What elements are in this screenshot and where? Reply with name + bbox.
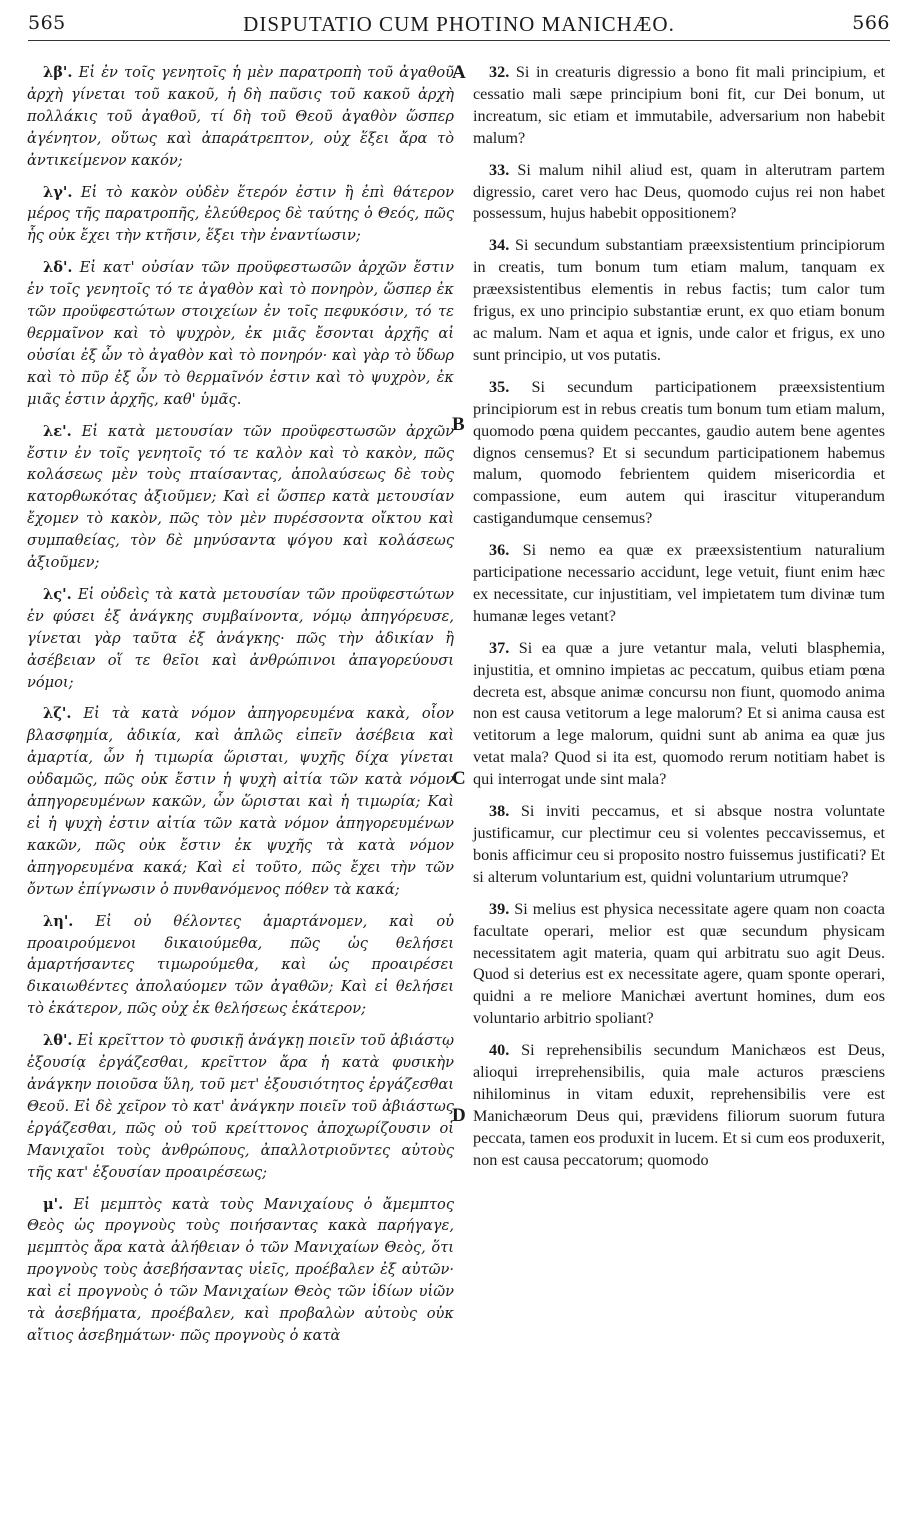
latin-paragraph-text: Si melius est physica necessitate agere quam non coacta facultate operari, melior est quæ secundum physicam necessitatem agit materia, quam qui arbitratu suo agit Deus. Quod si deterius est ex necessitate agere, quam sponte operari, quidni a re meliore Manichæi avertunt homines, dum eos voluntario arbitrio spoliant? — [473, 899, 885, 1028]
greek-paragraph-number: λγ'. — [43, 183, 73, 201]
margin-marker-b: B — [452, 414, 465, 435]
greek-paragraph-number: λβ'. — [43, 64, 73, 81]
margin-marker-d: D — [452, 1105, 466, 1126]
latin-paragraph — [473, 1040, 885, 1171]
latin-paragraph — [473, 638, 885, 791]
latin-paragraph-number: 32. — [489, 63, 510, 81]
latin-paragraph-text: Si in creaturis digressio a bono fit mali principium, et cessatio mali sæpe principium boni fit, cur Dei bonum, ut increatum, sic etiam et immutabile, adversarium non habebit malum? — [473, 63, 886, 147]
latin-paragraph — [473, 377, 885, 530]
latin-paragraph-text: Si malum nihil aliud est, quam in alterutram partem digressio, caret vero hac Deus, quomodo cujus rei non habet possessum, hujus habebit oppositionem? — [473, 160, 886, 223]
greek-paragraph — [27, 182, 454, 248]
greek-paragraph-number: μ'. — [43, 1195, 64, 1213]
greek-paragraph-text: Εἰ οὐ θέλοντες ἁμαρτάνομεν, καὶ οὐ προαιρούμενοι δικαιούμεθα, πῶς ὡς θελήσει ἁμαρτήσαντες τιμωρούμεθα, καὶ ὡς προαιρέσει δικαιωθέντες ἀπολαύομεν τῶν ἀγαθῶν; Καὶ εἰ θελήσει τὸ ἑκάτερον, πῶς οὐχ ἐκ θελήσεως ἑκάτερον; — [27, 912, 454, 1018]
greek-paragraph — [27, 584, 454, 694]
running-title: DISPUTATIO CUM PHOTINO MANICHÆO. — [243, 12, 675, 36]
left-page-number: 565 — [28, 12, 66, 34]
latin-column — [473, 62, 885, 1182]
latin-paragraph-text: Si secundum participationem præexsistentium principiorum est in rebus creatis tum bonum tum etiam malum, quomodo pœna quidem peccantes, gaudio autem bene agentes dignos censemus? Et si secundum participationem habemus malum, quomodo febrientem quidem misericordia et compassione, eum autem qui irascitur vituperandum castigandumque censemus? — [473, 377, 885, 528]
latin-paragraph-number: 35. — [489, 377, 510, 396]
greek-paragraph — [27, 1030, 454, 1183]
latin-paragraph-number: 33. — [489, 160, 510, 179]
greek-paragraph — [27, 703, 454, 900]
greek-column — [27, 62, 454, 1357]
greek-paragraph-number: λθ'. — [43, 1032, 73, 1050]
latin-paragraph-text: Si reprehensibilis secundum Manichæos est Deus, alioqui irreprehensibilis, quia male acturos præsciens nihilominus in vitam eduxit, reprehensibilis vere est Manichæorum Deus qui, prævidens filiorum suorum futura peccata, tamen eos produxit in lucem. Et si cum eos produxerit, non est causa peccatorum; quomodo — [473, 1041, 886, 1169]
greek-paragraph — [27, 62, 454, 172]
greek-paragraph-number: λς'. — [43, 585, 72, 603]
running-header — [28, 12, 890, 42]
margin-marker-a: A — [452, 62, 466, 83]
greek-paragraph — [27, 421, 454, 574]
latin-paragraph — [473, 235, 885, 366]
latin-paragraph-number: 37. — [489, 638, 510, 657]
greek-paragraph — [27, 911, 454, 1021]
latin-paragraph-number: 38. — [489, 802, 510, 821]
greek-paragraph-text: Εἰ κατ' οὐσίαν τῶν προϋφεστωσῶν ἀρχῶν ἔστιν ἐν τοῖς γενητοῖς τό τε ἀγαθὸν καὶ τὸ πονηρὸν, ὥσπερ ἐκ τῶν προϋφεστώτων στοιχείων ἐν τοῖς πεφυκόσιν, τό τε θερμαῖνον καὶ τὸ ψυχρὸν, ἐκ μιᾶς ἔσονται ἀρχῆς αἱ οὐσίαι ἐξ ὧν τὸ ἀγαθὸν καὶ τὸ πονηρόν· καὶ γὰρ τὸ ὕδωρ καὶ τὸ πῦρ ἐξ ὧν τὸ θερμαῖνόν ἐστιν καὶ τὸ ψυχρὸν, ἐκ μιᾶς ἐστιν ἀρχῆς, καθ' ὑμᾶς. — [27, 259, 454, 408]
latin-paragraph-number: 39. — [489, 899, 510, 918]
latin-paragraph — [473, 801, 885, 889]
greek-paragraph-number: λη'. — [43, 912, 74, 930]
latin-paragraph-text: Si secundum substantiam præexsistentium principiorum in creatis, tum bonum tum etiam malum, tanquam ex præexsistentibus elementis in rebus factis; tum calor tum frigus, ex uno principio substantiæ erunt, ex quo etiam bonum ac malum. Nam et aqua et ignis, unde calor et frigus, ex uno sunt principio, ut vos putatis. — [473, 236, 885, 364]
header-rule — [28, 40, 890, 41]
latin-paragraph — [473, 62, 885, 150]
greek-paragraph-text: Εἰ ἐν τοῖς γενητοῖς ἡ μὲν παρατροπὴ τοῦ ἀγαθοῦ ἀρχὴ γίνεται τοῦ κακοῦ, ἡ δὴ παῦσις τοῦ κακοῦ ἀρχὴ πολλάκις τοῦ ἀγαθοῦ, τί δὴ τοῦ Θεοῦ ἀγαθὸν ὥσπερ ἀγένητον, οὕτως καὶ ἀπαράτρεπτον, οὐχ ἕξει ἄρα τὸ ἀντικείμενον κακόν; — [27, 64, 455, 169]
greek-paragraph — [27, 1194, 454, 1347]
greek-paragraph-text: Εἰ οὐδεὶς τὰ κατὰ μετουσίαν τῶν προϋφεστώτων ἐν φύσει ἐξ ἀνάγκης συμβαίνοντα, νόμῳ ἀπηγόρευσε, γίνεται γὰρ ταῦτα ἐξ ἀνάγκης· πῶς τὴν ἀδικίαν ἢ ἀσέβειαν οἵ τε θεῖοι καὶ ἀνθρώπινοι ἀπαγορεύουσι νόμοι; — [27, 585, 454, 691]
greek-paragraph-text: Εἰ τὸ κακὸν οὐδὲν ἕτερόν ἐστιν ἢ ἐπὶ θάτερον μέρος τῆς παρατροπῆς, ἐλεύθερος δὲ ταύτης ὁ Θεός, πῶς ἧς οὐκ ἔχει τὴν κτῆσιν, ἕξει τὴν ἐναντίωσιν; — [27, 183, 454, 245]
greek-paragraph — [27, 257, 454, 410]
greek-paragraph-number: λε'. — [43, 422, 72, 440]
greek-paragraph-text: Εἰ κατὰ μετουσίαν τῶν προϋφεστωσῶν ἀρχῶν ἔστιν ἐν τοῖς γενητοῖς τό τε καλὸν καὶ τὸ κακὸν, πῶς κολάσεως μὲν τοὺς πταίσαντας, ἀπολαύσεως δὲ τοὺς κατορθωκότας ἀξιοῦμεν; Καὶ εἰ ὥσπερ κατὰ μετουσίαν ἔχομεν τὸ κακὸν, πῶς τὸν μὲν πυρέσσοντα οἴκτου καὶ συμπαθείας, τὸν δὲ μηνύσαντα ψόγου καὶ κολάσεως ἀξιοῦμεν; — [27, 422, 454, 572]
greek-paragraph-number: λζ'. — [43, 705, 72, 723]
latin-paragraph — [473, 540, 885, 628]
latin-paragraph — [473, 899, 885, 1030]
latin-paragraph-text: Si ea quæ a jure vetantur mala, veluti blasphemia, injustitia, et omnino impietas ac peccatum, quibus etiam pœna decreta est, absque animæ concursu non fiunt, quomodo anima non est causa vetitorum a lege malorum? Et si anima causa est vetitorum a lege malorum, quidni sunt ab anima ea quæ jus vetat mala? Quod si ita est, quomodo rerum notitiam habet is qui interrogat unde sint mala? — [473, 638, 886, 789]
latin-paragraph-text: Si inviti peccamus, et si absque nostra voluntate justificamur, cur plectimur ceu si volentes peccavissemus, et bonis afficimur ceu si proposito nostro fuissemus justificati? Et si alterum voluntarium est, quidni voluntarium utrumque? — [473, 802, 885, 886]
greek-paragraph-text: Εἰ τὰ κατὰ νόμον ἀπηγορευμένα κακὰ, οἷον βλασφημία, ἀδικία, καὶ ἁπλῶς εἰπεῖν ἀσέβεια καὶ ἁμαρτία, ὧν ἡ τιμωρία ὥρισται, ψυχῆς δίχα γίνεται οὐδαμῶς, πῶς οὐκ ἔστιν ἡ ψυχὴ αἰτία τῶν κατὰ νόμον ἀπηγορευμένων κακῶν, ὧν ὥρισται καὶ ἡ τιμωρία; Καὶ εἰ ἡ ψυχὴ ἐστιν αἰτία τῶν κατὰ νόμον ἀπηγορευμένων κακῶν, πῶς οὐκ ἔστιν ἐκ ψυχῆς τὰ κατὰ νόμον ἀπηγορευμένα κακά; Καὶ εἰ τοῦτο, πῶς ἔχει τὴν τῶν ὄντων ἐπίγνωσιν ὁ πυνθανόμενος πόθεν τὰ κακά; — [27, 705, 454, 898]
latin-paragraph — [473, 160, 885, 226]
latin-paragraph-number: 36. — [489, 541, 510, 560]
latin-paragraph-text: Si nemo ea quæ ex præexsistentium naturalium participatione necessario accidunt, lege vetuit, fiunt enim hæc ex necessitate, cur injustitiam, vel impietatem tum divinæ tum humanæ leges vetant? — [473, 541, 886, 625]
margin-marker-c: C — [452, 768, 466, 789]
greek-paragraph-number: λδ'. — [43, 259, 73, 277]
latin-paragraph-number: 40. — [489, 1041, 510, 1060]
greek-paragraph-text: Εἰ κρεῖττον τὸ φυσικῇ ἀνάγκῃ ποιεῖν τοῦ ἀβιάστῳ ἐξουσίᾳ ἐργάζεσθαι, κρεῖττον ἄρα ἡ κατὰ φυσικὴν ἀνάγκην ποιοῦσα ὕλη, τοῦ μετ' ἐξουσιότητος ἐργάζεσθαι Θεοῦ. Εἰ δὲ χεῖρον τὸ κατ' ἀνάγκην ποιεῖν τοῦ ἀβιάστως ἐργάζεσθαι, πῶς οὐ τοῦ κρείττονος ἀποχωρίζουσιν οἱ Μανιχαῖοι τοὺς ἀνθρώπους, ἀπαλλοτριοῦντες αὐτοὺς τῆς κατ' ἐξουσίαν προαιρέσεως; — [27, 1032, 454, 1181]
latin-paragraph-number: 34. — [489, 236, 510, 255]
greek-paragraph-text: Εἰ μεμπτὸς κατὰ τοὺς Μανιχαίους ὁ ἄμεμπτος Θεὸς ὡς προγνοὺς τοὺς ποιήσαντας κακὰ παρήγαγε, μεμπτὸς ἄρα κατὰ ἀλήθειαν ὁ τῶν Μανιχαίων Θεὸς, ὅτι προγνοὺς τοὺς ἀσεβήσαντας υἱεῖς, προέβαλεν ἐξ αὐτῶν· καὶ εἰ προγνοὺς ὁ τῶν Μανιχαίων Θεὸς τῶν ἰδίων υἱῶν τὰ ἀσεβήματα, προέβαλεν, καὶ προβαλὼν αὐτοὺς οὐκ αἴτιος ἀσεβημάτων· πῶς προγνοὺς ὁ κατὰ — [27, 1195, 455, 1344]
right-page-number: 566 — [852, 12, 890, 34]
